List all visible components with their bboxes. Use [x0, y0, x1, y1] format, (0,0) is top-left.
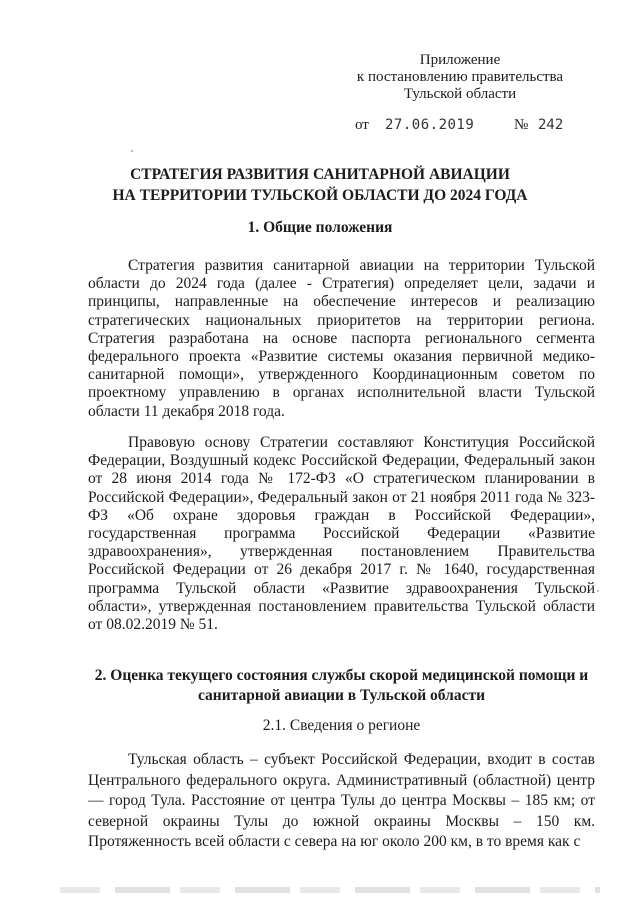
- section-2-paragraph-1-block: [88, 750, 595, 853]
- scan-speck: [597, 590, 599, 592]
- decree-from-label: от: [355, 117, 369, 133]
- section-1-paragraph-2-block: [88, 434, 595, 634]
- decree-date: 27.06.2019: [385, 117, 475, 133]
- appendix-block: [340, 52, 580, 103]
- section-2-heading: [88, 666, 595, 706]
- scan-edge-artifact: [60, 887, 600, 893]
- decree-reference: [0, 117, 640, 137]
- section-1-paragraph-1: Стратегия развития санитарной авиации на территории Тульской области до 2024 года (далее - Стратегия) определяет цели, задачи и принципы, направленные на обеспечение интересов и реализацию стратегических национальных приоритетов на территории региона. Стратегия разработана на основе паспорта регионального сегмента федерального проекта «Развитие системы оказания первичной медико-санитарной помощи», утвержденного Координационным советом по проектному управлению в органах исполнительной власти Тульской области 11 декабря 2018 года.: [88, 257, 595, 420]
- section-2-heading-line-1: 2. Оценка текущего состояния службы скорой медицинской помощи и: [94, 667, 589, 684]
- decree-number: 242: [538, 117, 564, 133]
- document-title: [60, 164, 580, 206]
- section-1-heading: 1. Общие положения: [247, 219, 393, 236]
- scan-speck: [131, 150, 133, 152]
- title-line-2: НА ТЕРРИТОРИИ ТУЛЬСКОЙ ОБЛАСТИ ДО 2024 ГОДА: [112, 187, 528, 204]
- appendix-line-3: Тульской области: [403, 86, 517, 102]
- decree-number-label: №: [514, 117, 529, 133]
- section-1-paragraph-2: Правовую основу Стратегии составляют Конституция Российской Федерации, Воздушный кодекс Российской Федерации, Федеральный закон от 28 июня 2014 года № 172-ФЗ «О стратегическом планировании в Российской Федерации», Федеральный закон от 21 ноября 2011 года № 323-ФЗ «Об охране здоровья граждан в Российской Федерации», государственная программа Российской Федерации «Развитие здравоохранения», утвержденная постановлением Правительства Российской Федерации от 26 декабря 2017 г. № 1640, государственная программа Тульской области «Развитие здравоохранения Тульской области», утвержденная постановлением правительства Тульской области от 08.02.2019 № 51.: [88, 434, 595, 634]
- section-2-paragraph-1: Тульская область – субъект Российской Федерации, входит в состав Центрального федерального округа. Административный (областной) центр — город Тула. Расстояние от центра Тулы до центра Москвы – 185 км; от северной окраины Тулы до южной окраины Москвы – 150 км. Протяженность всей области с севера на юг около 200 км, в то время как с: [88, 751, 595, 850]
- section-2-1-subheading: 2.1. Сведения о регионе: [262, 717, 421, 734]
- appendix-line-1: Приложение: [419, 52, 501, 68]
- section-1-paragraph-1-block: [88, 257, 595, 421]
- appendix-line-2: к постановлению правительства: [356, 69, 564, 85]
- section-2-heading-line-2: санитарной авиации в Тульской области: [197, 687, 486, 704]
- title-line-1: СТРАТЕГИЯ РАЗВИТИЯ САНИТАРНОЙ АВИАЦИИ: [130, 166, 510, 183]
